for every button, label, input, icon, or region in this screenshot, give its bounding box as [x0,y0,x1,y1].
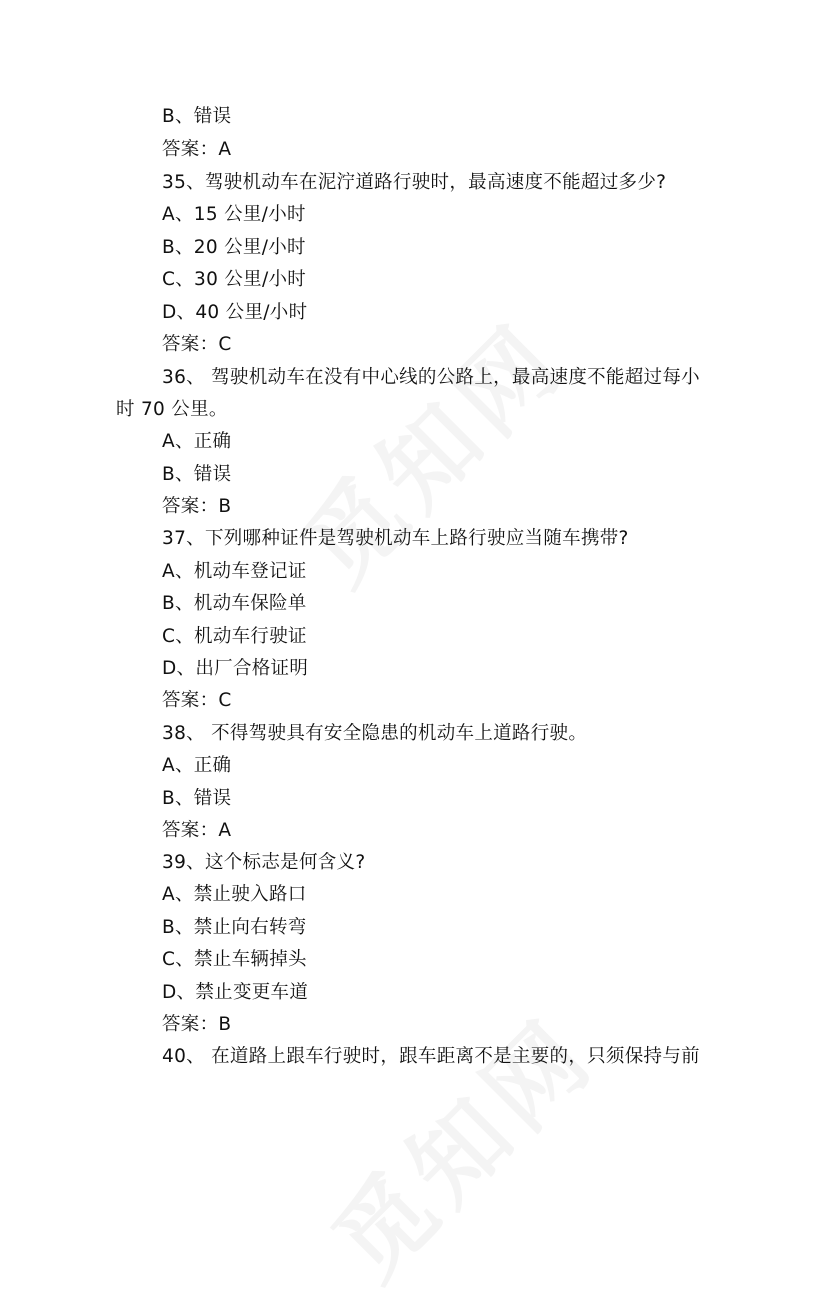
question-line: 39、这个标志是何含义? [162,852,366,873]
option-line: A、禁止驶入路口 [162,884,307,905]
question-line: 40、 在道路上跟车行驶时，跟车距离不是主要的，只须保持与前 [162,1046,700,1067]
option-line: B、错误 [162,788,232,809]
option-line: D、40 公里/小时 [162,302,308,323]
option-line: B、错误 [162,106,232,127]
option-line: A、机动车登记证 [162,561,307,582]
question-line-continued: 时 70 公里。 [116,399,228,420]
option-line: C、禁止车辆掉头 [162,949,307,970]
question-line: 36、 驾驶机动车在没有中心线的公路上，最高速度不能超过每小 [162,367,700,388]
question-line: 38、 不得驾驶具有安全隐患的机动车上道路行驶。 [162,723,588,744]
question-line: 37、下列哪种证件是驾驶机动车上路行驶应当随车携带? [162,528,629,549]
watermark [268,288,590,610]
option-line: A、15 公里/小时 [162,204,306,225]
answer-line: 答案：C [162,690,232,711]
answer-line: 答案：A [162,820,232,841]
option-line: D、禁止变更车道 [162,982,309,1003]
option-line: B、错误 [162,464,232,485]
option-line: C、机动车行驶证 [162,626,307,647]
option-line: B、20 公里/小时 [162,237,306,258]
answer-line: 答案：A [162,139,232,160]
watermark [298,983,620,1304]
option-line: B、机动车保险单 [162,593,307,614]
option-line: C、30 公里/小时 [162,269,307,290]
answer-line: 答案：B [162,1014,232,1035]
question-line: 35、驾驶机动车在泥泞道路行驶时，最高速度不能超过多少? [162,172,667,193]
answer-line: 答案：B [162,496,232,517]
option-line: D、出厂合格证明 [162,658,309,679]
option-line: A、正确 [162,755,232,776]
option-line: B、禁止向右转弯 [162,917,307,938]
option-line: A、正确 [162,431,232,452]
answer-line: 答案：C [162,334,232,355]
